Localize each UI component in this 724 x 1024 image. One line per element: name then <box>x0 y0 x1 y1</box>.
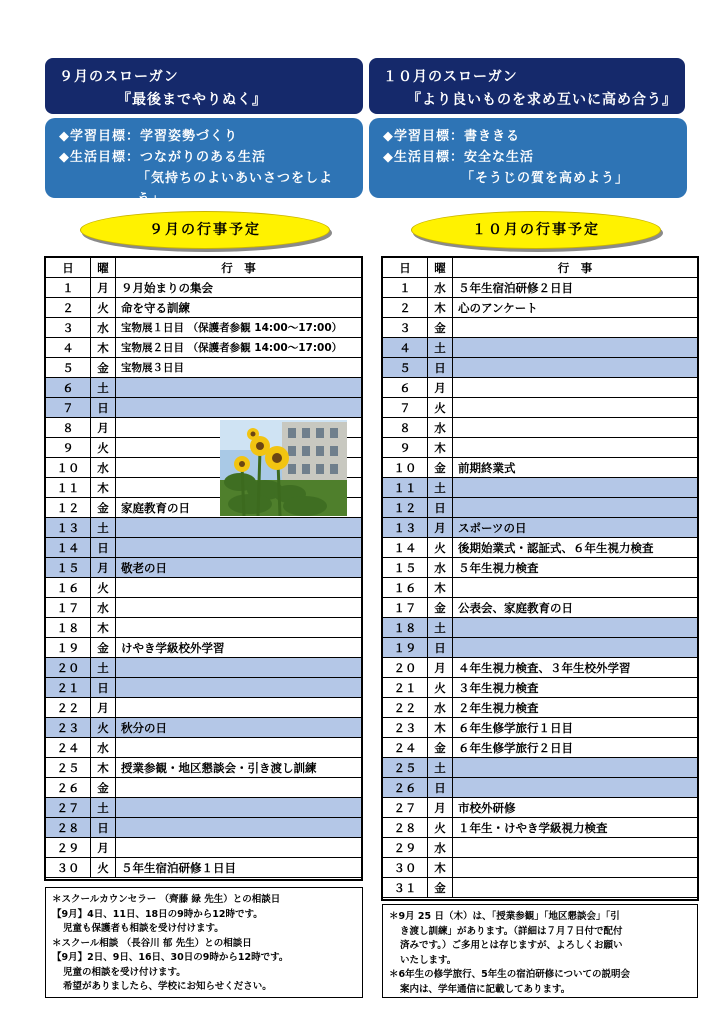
september-slogan-text: 『最後までやりぬく』 <box>117 92 267 108</box>
schedule-row <box>46 838 362 858</box>
schedule-row <box>383 518 698 538</box>
weekday-cell: 木 <box>91 618 116 638</box>
october-life-goal-detail: 「そうじの質を高めよう」 <box>461 171 630 186</box>
note-line: 済みです。）ご多用とは存じますが、よろしくお願い <box>400 940 623 951</box>
event-cell <box>116 798 362 818</box>
day-cell: ２３ <box>383 718 428 738</box>
event-cell <box>116 398 362 418</box>
schedule-row <box>383 738 698 758</box>
weekday-cell: 土 <box>428 478 453 498</box>
event-cell <box>116 818 362 838</box>
event-cell <box>453 578 698 598</box>
day-cell: １５ <box>46 558 91 578</box>
schedule-row <box>46 518 362 538</box>
day-cell: ９ <box>46 438 91 458</box>
weekday-cell: 水 <box>428 418 453 438</box>
weekday-cell: 火 <box>91 858 116 878</box>
weekday-cell: 水 <box>91 318 116 338</box>
event-cell: ５年生視力検査 <box>453 558 698 578</box>
day-cell: １９ <box>383 638 428 658</box>
schedule-row <box>46 558 362 578</box>
event-cell: 宝物展２日目 （保護者参観 14:00～17:00） <box>116 338 362 358</box>
october-slogan-text: 『より良いものを求め互いに高め合う』 <box>407 92 677 108</box>
schedule-row <box>383 538 698 558</box>
weekday-cell: 木 <box>428 578 453 598</box>
event-cell <box>453 438 698 458</box>
september-schedule-table <box>45 257 362 878</box>
day-cell: ３０ <box>46 858 91 878</box>
event-cell: １年生・けやき学級視力検査 <box>453 818 698 838</box>
note-line: き渡し訓練」があります。（詳細は７月７日付で配付 <box>400 925 623 937</box>
event-cell: ６年生修学旅行２日目 <box>453 738 698 758</box>
day-cell: ２７ <box>46 798 91 818</box>
event-cell <box>116 678 362 698</box>
day-cell: ３１ <box>383 878 428 898</box>
weekday-cell: 月 <box>428 798 453 818</box>
schedule-row <box>383 578 698 598</box>
october-goals-panel <box>369 118 687 198</box>
event-cell: ４年生視力検査、３年生校外学習 <box>453 658 698 678</box>
weekday-cell: 月 <box>91 698 116 718</box>
day-cell: ２２ <box>383 698 428 718</box>
weekday-cell: 金 <box>428 458 453 478</box>
day-cell: ７ <box>383 398 428 418</box>
weekday-cell: 木 <box>91 758 116 778</box>
day-cell: ４ <box>46 338 91 358</box>
note-line: 希望がありましたら、学校にお知らせください。 <box>63 981 272 992</box>
event-cell: けやき学級校外学習 <box>116 638 362 658</box>
day-cell: ８ <box>383 418 428 438</box>
schedule-row <box>383 458 698 478</box>
event-cell: 前期終業式 <box>453 458 698 478</box>
day-cell: １１ <box>46 478 91 498</box>
event-cell <box>116 838 362 858</box>
day-cell: ２ <box>383 298 428 318</box>
weekday-cell: 金 <box>428 738 453 758</box>
weekday-cell: 金 <box>428 318 453 338</box>
schedule-row <box>46 618 362 638</box>
note-line: ＊スクール相談 （長谷川 郁 先生）との相談日 <box>52 937 252 949</box>
schedule-row <box>383 558 698 578</box>
note-line: ＊スクールカウンセラー （齊藤 緑 先生）との相談日 <box>52 894 281 905</box>
event-cell <box>453 778 698 798</box>
note-line: ＊9月 25 日（木）は、「授業参観」「地区懇談会」「引 <box>389 911 620 922</box>
event-cell: 公表会、家庭教育の日 <box>453 598 698 618</box>
schedule-row <box>46 278 362 298</box>
weekday-cell: 土 <box>91 378 116 398</box>
weekday-cell: 金 <box>91 778 116 798</box>
schedule-row <box>383 818 698 838</box>
schedule-row <box>383 358 698 378</box>
weekday-cell: 月 <box>91 418 116 438</box>
weekday-cell: 水 <box>91 738 116 758</box>
september-goals-panel <box>45 118 363 207</box>
day-cell: １０ <box>46 458 91 478</box>
schedule-row <box>383 838 698 858</box>
event-cell <box>453 398 698 418</box>
day-cell: ２８ <box>46 818 91 838</box>
event-cell <box>116 658 362 678</box>
weekday-cell: 土 <box>428 338 453 358</box>
october-slogan-panel <box>369 58 685 114</box>
event-cell: ９月始まりの集会 <box>116 278 362 298</box>
day-cell: １７ <box>383 598 428 618</box>
event-cell: 市校外研修 <box>453 798 698 818</box>
event-cell: 後期始業式・認証式、６年生視力検査 <box>453 538 698 558</box>
schedule-row <box>383 618 698 638</box>
schedule-row <box>383 298 698 318</box>
schedule-row <box>383 798 698 818</box>
day-cell: ２５ <box>46 758 91 778</box>
day-cell: ２２ <box>46 698 91 718</box>
weekday-cell: 水 <box>428 698 453 718</box>
table-header-row <box>383 258 698 278</box>
day-cell: ２８ <box>383 818 428 838</box>
weekday-cell: 金 <box>428 598 453 618</box>
day-cell: １ <box>383 278 428 298</box>
weekday-cell: 月 <box>428 658 453 678</box>
weekday-header: 曜 <box>428 258 453 278</box>
schedule-row <box>383 758 698 778</box>
schedule-row <box>383 698 698 718</box>
day-cell: ２３ <box>46 718 91 738</box>
schedule-row <box>383 598 698 618</box>
day-cell: １ <box>46 278 91 298</box>
weekday-cell: 金 <box>428 878 453 898</box>
note-line: 児童の相談を受け付けます。 <box>63 966 186 978</box>
day-cell: １４ <box>46 538 91 558</box>
day-cell: １５ <box>383 558 428 578</box>
event-cell: ５年生宿泊研修２日目 <box>453 278 698 298</box>
schedule-row <box>383 318 698 338</box>
schedule-row <box>46 818 362 838</box>
event-cell <box>116 778 362 798</box>
day-cell: ２９ <box>383 838 428 858</box>
day-header: 日 <box>383 258 428 278</box>
day-cell: １２ <box>46 498 91 518</box>
weekday-cell: 火 <box>91 718 116 738</box>
day-cell: ８ <box>46 418 91 438</box>
day-cell: １３ <box>46 518 91 538</box>
weekday-cell: 火 <box>428 398 453 418</box>
event-cell <box>453 858 698 878</box>
day-cell: ２４ <box>383 738 428 758</box>
weekday-cell: 月 <box>91 838 116 858</box>
weekday-cell: 月 <box>91 558 116 578</box>
schedule-row <box>46 338 362 358</box>
schedule-row <box>383 678 698 698</box>
schedule-row <box>383 718 698 738</box>
schedule-row <box>46 798 362 818</box>
event-cell: 宝物展３日目 <box>116 358 362 378</box>
weekday-cell: 土 <box>91 658 116 678</box>
note-line: 児童も保護者も相談を受け付けます。 <box>63 923 224 934</box>
table-header-row <box>46 258 362 278</box>
event-cell <box>116 598 362 618</box>
weekday-cell: 水 <box>428 278 453 298</box>
event-cell <box>116 538 362 558</box>
note-line: 案内は、学年通信に記載してあります。 <box>400 983 571 995</box>
weekday-cell: 火 <box>428 678 453 698</box>
october-study-goal: ◆学習目標：書ききる <box>383 129 520 144</box>
day-cell: ４ <box>383 338 428 358</box>
day-cell: ５ <box>46 358 91 378</box>
day-cell: １８ <box>46 618 91 638</box>
event-cell <box>453 318 698 338</box>
day-cell: ２０ <box>383 658 428 678</box>
day-cell: １６ <box>46 578 91 598</box>
day-cell: １０ <box>383 458 428 478</box>
event-cell <box>116 578 362 598</box>
schedule-row <box>383 638 698 658</box>
weekday-cell: 土 <box>428 618 453 638</box>
weekday-cell: 木 <box>428 298 453 318</box>
weekday-cell: 木 <box>428 438 453 458</box>
day-cell: ６ <box>383 378 428 398</box>
day-cell: １４ <box>383 538 428 558</box>
schedule-row <box>383 778 698 798</box>
weekday-cell: 日 <box>91 678 116 698</box>
weekday-cell: 金 <box>91 638 116 658</box>
weekday-cell: 月 <box>91 278 116 298</box>
event-cell <box>453 338 698 358</box>
schedule-row <box>46 598 362 618</box>
event-cell: スポーツの日 <box>453 518 698 538</box>
september-schedule-banner: ９月の行事予定 <box>80 211 330 249</box>
day-cell: １１ <box>383 478 428 498</box>
day-cell: ２７ <box>383 798 428 818</box>
day-cell: ２９ <box>46 838 91 858</box>
schedule-row <box>46 778 362 798</box>
weekday-cell: 日 <box>91 538 116 558</box>
event-header: 行 事 <box>116 258 362 278</box>
event-cell <box>453 638 698 658</box>
day-header: 日 <box>46 258 91 278</box>
schedule-row <box>383 658 698 678</box>
day-cell: ２６ <box>383 778 428 798</box>
note-line: 【9月】2日、9日、16日、30日の9時から12時です。 <box>52 952 289 963</box>
schedule-row <box>46 698 362 718</box>
event-cell <box>453 418 698 438</box>
schedule-row <box>46 738 362 758</box>
event-cell <box>116 378 362 398</box>
weekday-cell: 金 <box>91 498 116 518</box>
weekday-cell: 火 <box>91 298 116 318</box>
day-cell: ３ <box>383 318 428 338</box>
day-cell: ２１ <box>383 678 428 698</box>
schedule-row <box>46 658 362 678</box>
event-cell: 宝物展１日目 （保護者参観 14:00～17:00） <box>116 318 362 338</box>
note-line: いたします。 <box>400 954 457 966</box>
day-cell: １９ <box>46 638 91 658</box>
event-cell: ２年生視力検査 <box>453 698 698 718</box>
schedule-row <box>383 418 698 438</box>
event-cell: ５年生宿泊研修１日目 <box>116 858 362 878</box>
weekday-cell: 水 <box>91 458 116 478</box>
note-line: ＊6年生の修学旅行、5年生の宿泊研修についての説明会 <box>389 969 631 980</box>
note-line: 【9月】4日、11日、18日の9時から12時です。 <box>52 908 263 920</box>
weekday-cell: 火 <box>428 818 453 838</box>
weekday-cell: 水 <box>428 838 453 858</box>
weekday-cell: 木 <box>428 858 453 878</box>
sunflower-photo <box>220 420 347 516</box>
october-slogan-title: １０月のスローガン <box>383 69 518 85</box>
schedule-row <box>383 858 698 878</box>
schedule-row <box>46 398 362 418</box>
schedule-row <box>383 878 698 898</box>
event-cell: 授業参観・地区懇談会・引き渡し訓練 <box>116 758 362 778</box>
event-header: 行 事 <box>453 258 698 278</box>
weekday-cell: 日 <box>428 358 453 378</box>
schedule-row <box>383 498 698 518</box>
schedule-row <box>46 358 362 378</box>
weekday-cell: 水 <box>91 598 116 618</box>
weekday-cell: 木 <box>91 478 116 498</box>
september-study-goal: ◆学習目標：学習姿勢づくり <box>59 129 238 144</box>
day-cell: ９ <box>383 438 428 458</box>
schedule-row <box>383 438 698 458</box>
weekday-cell: 土 <box>91 798 116 818</box>
day-cell: ３０ <box>383 858 428 878</box>
event-cell <box>453 478 698 498</box>
weekday-cell: 水 <box>428 558 453 578</box>
weekday-cell: 月 <box>428 378 453 398</box>
day-cell: １２ <box>383 498 428 518</box>
counseling-notes-box <box>45 887 363 998</box>
event-cell: 家庭教育の日 <box>116 498 362 518</box>
weekday-cell: 日 <box>91 818 116 838</box>
schedule-row <box>383 478 698 498</box>
event-cell <box>453 498 698 518</box>
event-cell <box>453 378 698 398</box>
event-cell: 秋分の日 <box>116 718 362 738</box>
event-cell <box>453 838 698 858</box>
event-cell: 敬老の日 <box>116 558 362 578</box>
event-cell <box>116 618 362 638</box>
weekday-cell: 木 <box>91 338 116 358</box>
weekday-cell: 日 <box>428 638 453 658</box>
september-slogan-title: ９月のスローガン <box>59 69 179 85</box>
day-cell: ３ <box>46 318 91 338</box>
schedule-row <box>46 718 362 738</box>
day-cell: ５ <box>383 358 428 378</box>
weekday-cell: 火 <box>91 438 116 458</box>
schedule-row <box>383 398 698 418</box>
weekday-cell: 土 <box>91 518 116 538</box>
october-schedule-table <box>382 257 698 898</box>
day-cell: １８ <box>383 618 428 638</box>
schedule-row <box>46 538 362 558</box>
october-schedule-banner: １０月の行事予定 <box>411 211 661 249</box>
day-cell: １３ <box>383 518 428 538</box>
event-cell <box>116 518 362 538</box>
weekday-cell: 木 <box>428 718 453 738</box>
schedule-row <box>383 338 698 358</box>
weekday-cell: 火 <box>428 538 453 558</box>
schedule-row <box>383 278 698 298</box>
schedule-row <box>383 378 698 398</box>
day-cell: １７ <box>46 598 91 618</box>
event-cell: ３年生視力検査 <box>453 678 698 698</box>
event-cell: 命を守る訓練 <box>116 298 362 318</box>
weekday-cell: 日 <box>91 398 116 418</box>
day-cell: ２５ <box>383 758 428 778</box>
schedule-row <box>46 638 362 658</box>
weekday-cell: 日 <box>428 778 453 798</box>
event-notes-box <box>382 904 698 998</box>
day-cell: ２６ <box>46 778 91 798</box>
schedule-row <box>46 378 362 398</box>
day-cell: ７ <box>46 398 91 418</box>
weekday-cell: 火 <box>91 578 116 598</box>
schedule-row <box>46 758 362 778</box>
day-cell: ２０ <box>46 658 91 678</box>
weekday-cell: 日 <box>428 498 453 518</box>
schedule-row <box>46 578 362 598</box>
schedule-row <box>46 298 362 318</box>
schedule-row <box>46 678 362 698</box>
event-cell <box>453 758 698 778</box>
weekday-cell: 金 <box>91 358 116 378</box>
schedule-row <box>46 318 362 338</box>
day-cell: ２１ <box>46 678 91 698</box>
event-cell: ６年生修学旅行１日目 <box>453 718 698 738</box>
event-cell <box>116 738 362 758</box>
event-cell <box>453 878 698 898</box>
event-cell <box>453 618 698 638</box>
day-cell: ２ <box>46 298 91 318</box>
day-cell: １６ <box>383 578 428 598</box>
september-slogan-panel <box>45 58 363 114</box>
schedule-row <box>46 858 362 878</box>
september-life-goal: ◆生活目標：つながりのある生活 <box>59 150 266 165</box>
event-cell <box>453 358 698 378</box>
weekday-cell: 土 <box>428 758 453 778</box>
october-life-goal: ◆生活目標：安全な生活 <box>383 150 534 165</box>
weekday-header: 曜 <box>91 258 116 278</box>
event-cell: 心のアンケート <box>453 298 698 318</box>
weekday-cell: 月 <box>428 518 453 538</box>
day-cell: ６ <box>46 378 91 398</box>
day-cell: ２４ <box>46 738 91 758</box>
september-life-goal-detail: 「気持ちのよいあいさつをしよう」 <box>137 171 334 207</box>
event-cell <box>116 698 362 718</box>
